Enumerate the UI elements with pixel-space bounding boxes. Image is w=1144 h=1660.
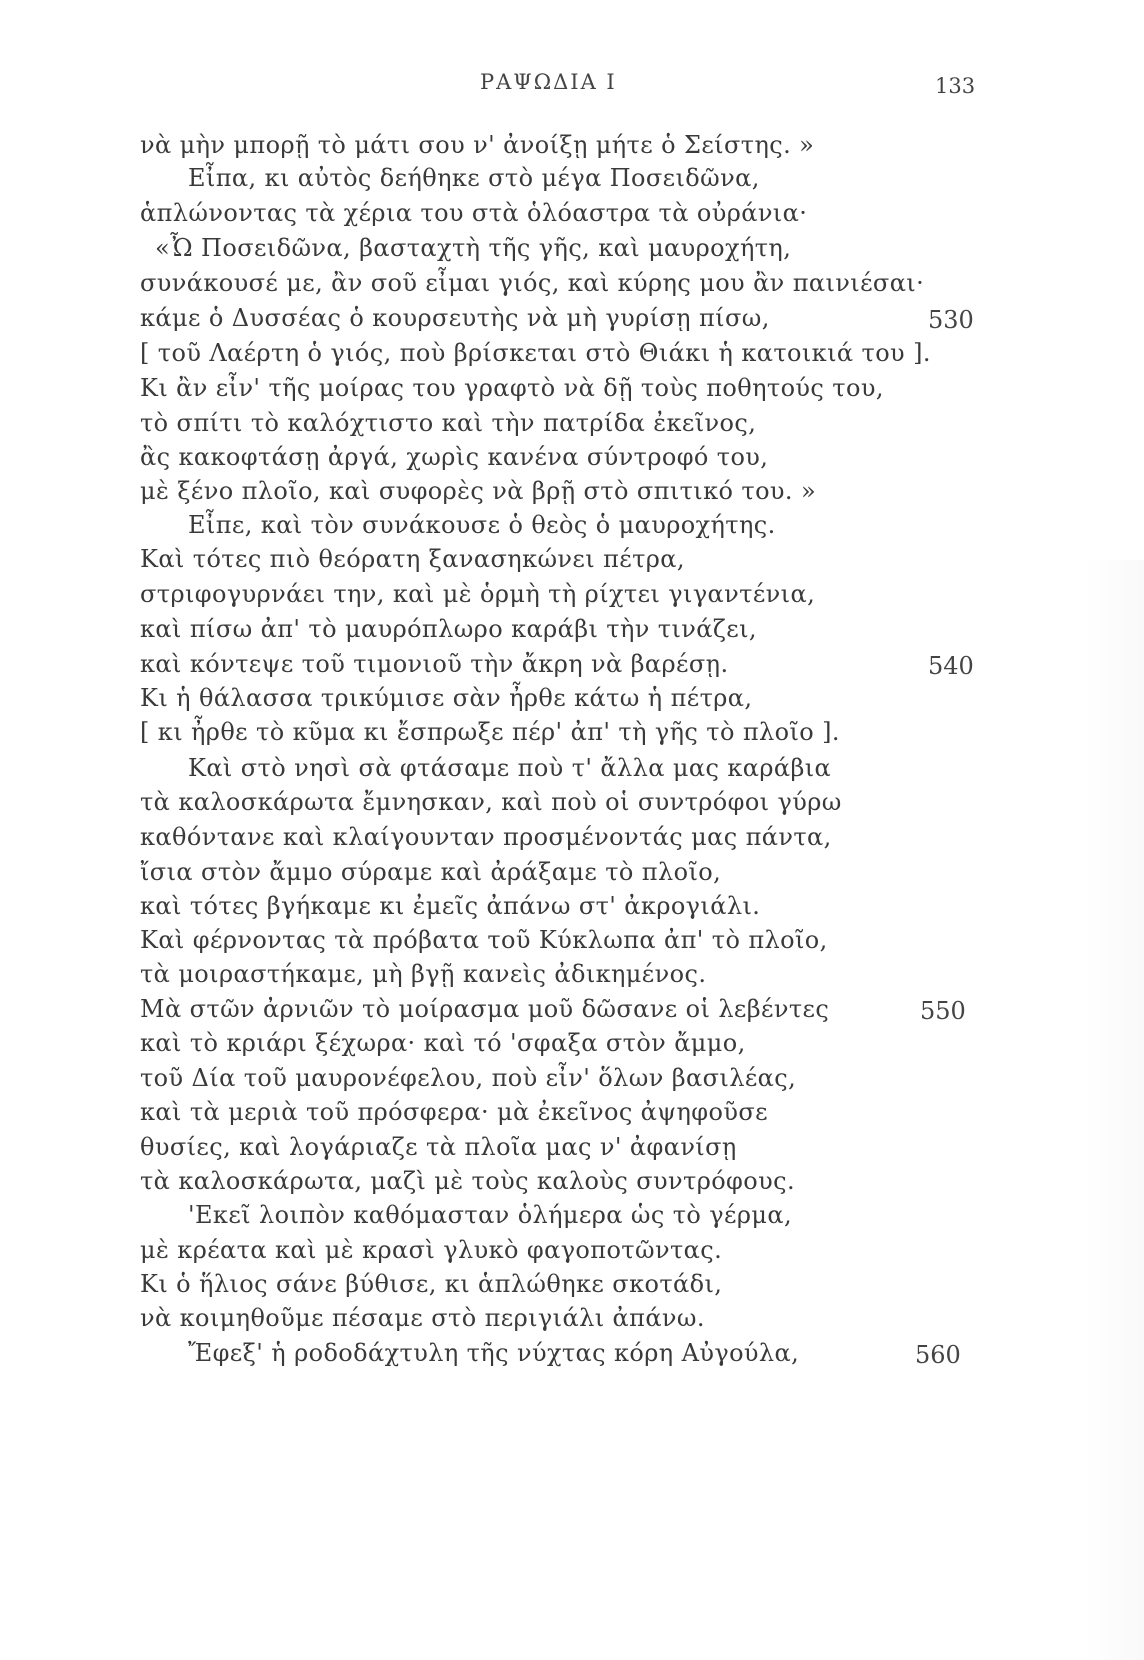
verse-line: τοῦ Δία τοῦ μαυρονέφελου, ποὺ εἶν' ὅλων βασιλέας, (140, 1064, 797, 1092)
verse-line: μὲ ξένο πλοῖο, καὶ συφορὲς νὰ βρῇ στὸ σπιτικό του. » (140, 477, 817, 505)
verse-line: καὶ κόντεψε τοῦ τιμονιοῦ τὴν ἄκρη νὰ βαρέσῃ. (140, 650, 729, 678)
verse-line: Εἶπε, καὶ τὸν συνάκουσε ὁ θεὸς ὁ μαυροχήτης. (188, 511, 776, 539)
verse-line: 'Εκεῖ λοιπὸν καθόμασταν ὁλήμερα ὡς τὸ γέρμα, (188, 1201, 793, 1229)
verse-line: Καὶ φέρνοντας τὰ πρόβατα τοῦ Κύκλωπα ἀπ' τὸ πλοῖο, (140, 926, 828, 954)
verse-line: καὶ πίσω ἀπ' τὸ μαυρόπλωρο καράβι τὴν τινάζει, (140, 615, 757, 643)
verse-line: καὶ τὰ μεριὰ τοῦ πρόσφερα· μὰ ἐκεῖνος ἀψηφοῦσε (140, 1098, 768, 1126)
verse-line: νὰ μὴν μπορῇ τὸ μάτι σου ν' ἀνοίξῃ μήτε ὁ Σείστης. » (140, 131, 815, 159)
page-number: 133 (935, 74, 976, 98)
verse-line: κάμε ὁ Δυσσέας ὁ κουρσευτὴς νὰ μὴ γυρίσῃ πίσω, (140, 304, 770, 332)
verse-line: τὰ καλοσκάρωτα, μαζὶ μὲ τοὺς καλοὺς συντρόφους. (140, 1167, 795, 1195)
show-through-shadow (1084, 560, 1144, 1660)
verse-line: «Ὦ Ποσειδῶνα, βασταχτὴ τῆς γῆς, καὶ μαυροχήτη, (155, 234, 792, 262)
verse-line: [ κι ἦρθε τὸ κῦμα κι ἔσπρωξε πέρ' ἀπ' τὴ γῆς τὸ πλοῖο ]. (140, 718, 840, 746)
verse-line: καὶ τὸ κριάρι ξέχωρα· καὶ τό 'σφαξα στὸν ἄμμο, (140, 1029, 746, 1057)
verse-line: Κι ὁ ἥλιος σάνε βύθισε, κι ἁπλώθηκε σκοτάδι, (140, 1270, 723, 1298)
verse-line: Ἔφεξ' ἡ ροδοδάχτυλη τῆς νύχτας κόρη Αὐγούλα, (188, 1339, 800, 1367)
verse-line: τὸ σπίτι τὸ καλόχτιστο καὶ τὴν πατρίδα ἐκεῖνος, (140, 409, 757, 437)
verse-line: Καὶ τότες πιὸ θεόρατη ξανασηκώνει πέτρα, (140, 545, 685, 573)
verse-line: μὲ κρέατα καὶ μὲ κρασὶ γλυκὸ φαγοποτῶντας. (140, 1236, 723, 1264)
line-number: 550 (920, 997, 966, 1025)
verse-line: ἴσια στὸν ἄμμο σύραμε καὶ ἀράξαμε τὸ πλοῖο, (140, 858, 722, 886)
verse-line: θυσίες, καὶ λογάριαζε τὰ πλοῖα μας ν' ἀφανίσῃ (140, 1133, 737, 1161)
line-number: 530 (928, 306, 974, 334)
verse-line: τὰ καλοσκάρωτα ἔμνησκαν, καὶ ποὺ οἱ συντρόφοι γύρω (140, 788, 842, 816)
verse-line: Κι ἂν εἶν' τῆς μοίρας του γραφτὸ νὰ δῇ τοὺς ποθητούς του, (140, 374, 884, 402)
verse-line: καὶ τότες βγήκαμε κι ἐμεῖς ἀπάνω στ' ἀκρογιάλι. (140, 892, 761, 920)
verse-line: Καὶ στὸ νησὶ σὰ φτάσαμε ποὺ τ' ἄλλα μας καράβια (188, 754, 832, 782)
verse-line: Κι ἡ θάλασσα τρικύμισε σὰν ἦρθε κάτω ἡ πέτρα, (140, 684, 753, 712)
verse-line: Μὰ στῶν ἀρνιῶν τὸ μοίρασμα μοῦ δῶσανε οἱ λεβέντες (140, 995, 830, 1023)
verse-line: στριφογυρνάει την, καὶ μὲ ὁρμὴ τὴ ρίχτει γιγαντένια, (140, 580, 816, 608)
line-number: 560 (915, 1341, 961, 1369)
verse-line: ἂς κακοφτάσῃ ἀργά, χωρὶς κανένα σύντροφό του, (140, 443, 769, 471)
verse-line: ἁπλώνοντας τὰ χέρια του στὰ ὁλόαστρα τὰ οὐράνια· (140, 199, 808, 227)
verse-line: τὰ μοιραστήκαμε, μὴ βγῇ κανεὶς ἀδικημένος. (140, 960, 707, 988)
verse-line: Εἶπα, κι αὐτὸς δεήθηκε στὸ μέγα Ποσειδῶνα, (188, 164, 760, 192)
verse-line: καθόντανε καὶ κλαίγουνταν προσμένοντάς μας πάντα, (140, 823, 832, 851)
verse-line: [ τοῦ Λαέρτη ὁ γιός, ποὺ βρίσκεται στὸ Θιάκι ἡ κατοικιά του ]. (140, 339, 931, 367)
verse-line: συνάκουσέ με, ἂν σοῦ εἶμαι γιός, καὶ κύρης μου ἂν παινιέσαι· (140, 269, 925, 297)
line-number: 540 (928, 652, 974, 680)
verse-line: νὰ κοιμηθοῦμε πέσαμε στὸ περιγιάλι ἀπάνω. (140, 1304, 705, 1332)
running-head: ΡΑΨΩΔΙΑ Ι (480, 70, 617, 94)
